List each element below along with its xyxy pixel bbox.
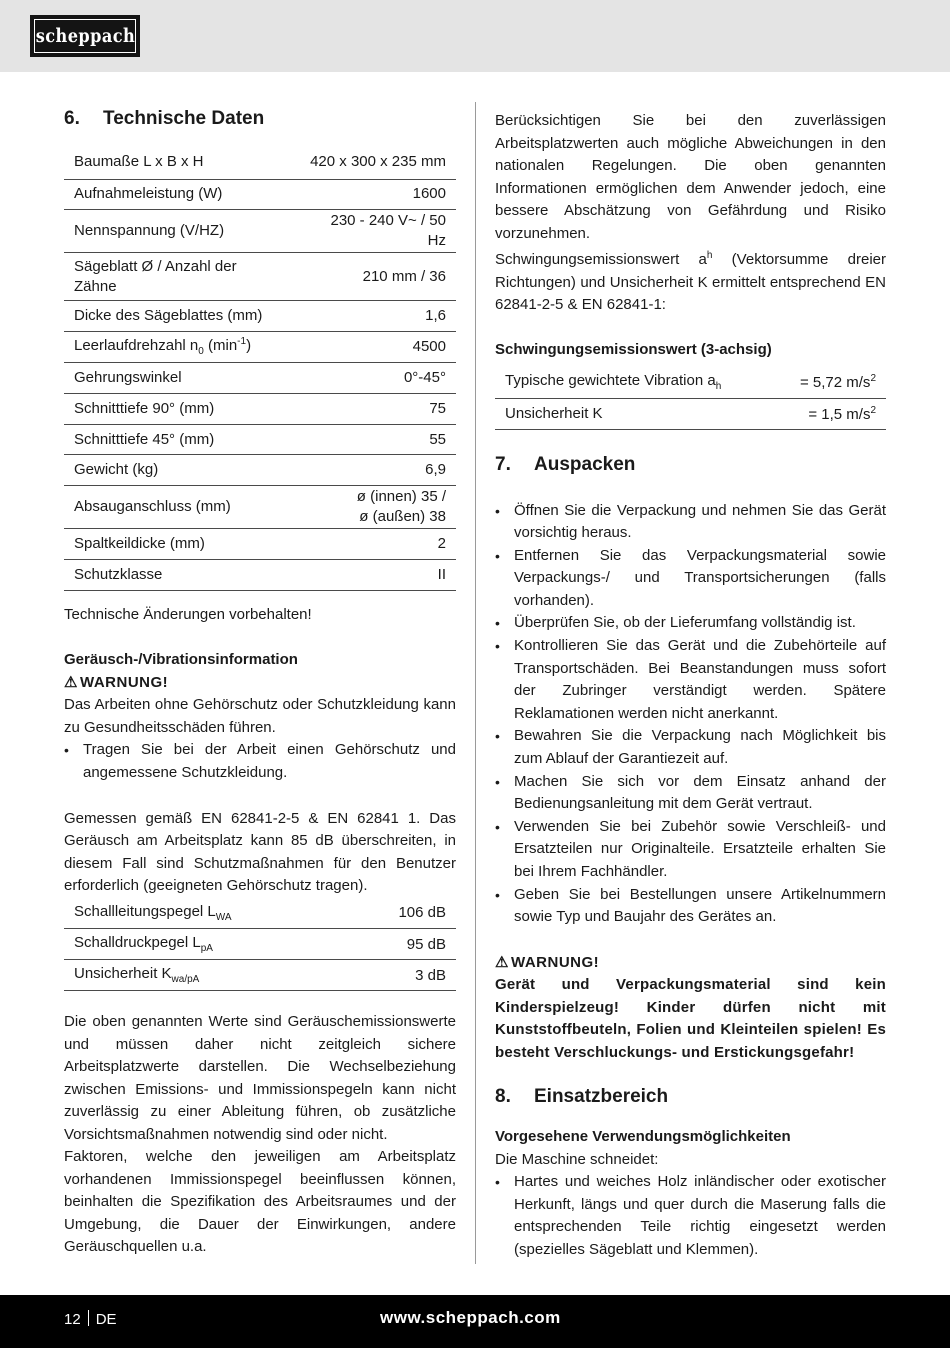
tech-changes-note: Technische Änderungen vorbehalten! <box>64 605 312 623</box>
scheppach-logo <box>30 15 140 57</box>
spec-label: Schutzklasse <box>64 560 288 591</box>
table-row <box>495 398 886 429</box>
spec-label-text: Leerlaufdrehzahl n <box>74 337 199 355</box>
list-item: • Geben Sie bei Bestellungen unsere Artikelnummern sowie Typ und Baujahr des Gerätes an. <box>495 884 886 929</box>
spec-value: 210 mm / 36 <box>288 253 456 301</box>
spec-value: 1,6 <box>288 301 456 332</box>
spec-label: Aufnahmeleistung (W) <box>64 179 288 210</box>
warning-title <box>495 952 886 975</box>
table-row <box>64 393 456 424</box>
usage-list <box>495 1171 886 1261</box>
page-separator <box>88 1310 89 1326</box>
spec-label: Baumaße L x B x H <box>64 145 288 179</box>
warning-title <box>64 672 456 695</box>
right-column <box>495 110 886 1262</box>
superscript: 2 <box>870 373 876 385</box>
subscript: 0 <box>198 346 204 358</box>
noise-label <box>64 898 348 929</box>
spec-value: 4500 <box>288 332 456 363</box>
left-column <box>64 104 456 1259</box>
table-row <box>64 560 456 591</box>
section-title: Technische Daten <box>103 108 265 129</box>
spec-label-text: ) <box>246 337 252 355</box>
list-item: • Hartes und weiches Holz inländischer oder exotischer Herkunft, längs und quer durch die Maserung falls die entsprechenden Teile richtig eingesetzt werden (spezielles Sägeblatt und Klemmen). <box>495 1171 886 1261</box>
subscript: h <box>715 381 722 393</box>
noise-label-text: Schallleitungspegel L <box>74 902 216 920</box>
noise-label <box>64 960 348 991</box>
spec-value: 6,9 <box>288 455 456 486</box>
table-row <box>64 179 456 210</box>
spec-value: 0°-45° <box>288 363 456 394</box>
warning-text: Das Arbeiten ohne Gehörschutz oder Schutzkleidung kann zu Gesundheitsschäden führen. <box>64 696 456 736</box>
list-item: • Überprüfen Sie, ob der Lieferumfang vollständig ist. <box>495 612 886 635</box>
spec-label: Nennspannung (V/HZ) <box>64 210 288 253</box>
noise-label-text: Unsicherheit K <box>74 965 172 983</box>
list-item: • Bewahren Sie die Verpackung nach Möglichkeit bis zum Ablauf der Garantiezeit auf. <box>495 725 886 770</box>
vibration-table <box>495 367 886 430</box>
usage-intro: Die Maschine schneidet: <box>495 1150 659 1168</box>
section-title: Einsatzbereich <box>534 1086 669 1108</box>
table-row <box>64 363 456 394</box>
table-row <box>64 145 456 179</box>
superscript: -1 <box>237 336 247 348</box>
section-6-heading <box>64 104 456 134</box>
superscript: h <box>706 250 713 261</box>
spec-value: II <box>288 560 456 591</box>
warning-text: Gerät und Verpackungsmaterial sind kein Kinderspielzeug! Kinder dürfen nicht mit Kunststoffbeuteln, Folien und Kleinteilen spielen! Es besteht Verschluckungs- und Erstickungsgefahr! <box>495 976 886 1061</box>
noise-value: 106 dB <box>348 898 456 929</box>
spec-value-line: Hz <box>427 232 446 250</box>
warning-list <box>64 739 456 784</box>
table-row <box>64 210 456 253</box>
footer-bar <box>0 1295 950 1348</box>
table-row <box>64 424 456 455</box>
table-row <box>64 301 456 332</box>
vib-value <box>773 367 886 398</box>
vib-label <box>495 367 773 398</box>
table-row <box>64 960 456 991</box>
vibration-text-part: Schwingungsemissionswert a <box>495 251 707 268</box>
vibration-heading: Schwingungsemissionswert (3-achsig) <box>495 340 772 358</box>
spec-label-text: (min <box>203 337 238 355</box>
spec-label: Absauganschluss (mm) <box>64 486 288 529</box>
spec-value <box>288 486 456 529</box>
vib-label: Unsicherheit K <box>495 398 773 429</box>
spec-label <box>64 253 288 301</box>
warning-label: WARNUNG! <box>511 953 600 971</box>
unpack-list <box>495 500 886 929</box>
spec-label: Schnitttiefe 45° (mm) <box>64 424 288 455</box>
language-code: DE <box>95 1311 117 1328</box>
column-divider <box>475 102 476 1264</box>
spec-label-line: Sägeblatt Ø / Anzahl der <box>74 257 237 275</box>
page-number: 12 <box>64 1311 81 1328</box>
noise-heading: Geräusch-/Vibrationsinformation <box>64 651 298 669</box>
logo-text: scheppach <box>35 25 135 47</box>
list-item: • Tragen Sie bei der Arbeit einen Gehörschutz und angemessene Schutzkleidung. <box>64 739 456 784</box>
spec-label: Gewicht (kg) <box>64 455 288 486</box>
vib-value <box>773 398 886 429</box>
subscript: wa/pA <box>171 974 200 986</box>
usage-heading: Vorgesehene Verwendungsmöglichkeiten <box>495 1128 791 1146</box>
tech-spec-table <box>64 145 456 591</box>
section-number: 8. <box>495 1086 511 1108</box>
warning-label: WARNUNG! <box>80 673 169 691</box>
table-row <box>64 253 456 301</box>
table-row <box>64 486 456 529</box>
spec-value: 75 <box>288 393 456 424</box>
vib-label-text: Typische gewichtete Vibration a <box>505 372 716 390</box>
warning-triangle-icon: ⚠ <box>64 673 78 691</box>
noise-value: 95 dB <box>348 929 456 960</box>
spec-label: Spaltkeildicke (mm) <box>64 529 288 560</box>
warning-triangle-icon: ⚠ <box>495 953 509 971</box>
subscript: pA <box>200 943 213 955</box>
section-number: 6. <box>64 108 80 129</box>
list-item: • Kontrollieren Sie das Gerät und die Zubehörteile auf Transportschäden. Bei Beanstandungen muss sofort der Zubringer verständigt werden. Spätere Reklamationen werden nicht anerkannt. <box>495 635 886 725</box>
spec-value: 2 <box>288 529 456 560</box>
website-link[interactable]: www.scheppach.com <box>380 1308 561 1327</box>
spec-label-line: Zähne <box>74 277 117 295</box>
page-indicator <box>64 1310 117 1328</box>
spec-value: 1600 <box>288 179 456 210</box>
list-item: • Machen Sie sich vor dem Einsatz anhand der Bedienungsanleitung mit dem Gerät vertraut. <box>495 771 886 816</box>
noise-label-text: Schalldruckpegel L <box>74 934 201 952</box>
list-item: • Verwenden Sie bei Zubehör sowie Verschleiß- und Ersatzteilen nur Originalteile. Ersatzteile erhalten Sie bei Ihrem Fachhändler. <box>495 816 886 884</box>
spec-value-line: ø (innen) 35 / <box>356 488 446 506</box>
emission-text: Faktoren, welche den jeweiligen am Arbeitsplatz vorhandenen Immissionspegel beeinflussen können, beinhalten die Spezifikation des Arbeitsraumes und der Umgebung, die Dauer der Einwirkungen, andere Geräuschquellen u.a. <box>64 1148 456 1256</box>
noise-table <box>64 898 456 992</box>
section-7-heading <box>495 450 886 480</box>
table-row <box>64 898 456 929</box>
table-row <box>64 529 456 560</box>
emission-text: Die oben genannten Werte sind Geräuschemissionswerte und müssen daher nicht zeitgleich sichere Arbeitsplatzwerte darstellen. Die Wechselbeziehung zwischen Emissions- und Immissionspegeln kann nicht zuverlässig zu einer Ableitung führen, ob zusätzliche Vorsichtsmaßnahmen notwendig sind oder nicht. <box>64 1013 456 1143</box>
superscript: 2 <box>870 404 876 416</box>
section-title: Auspacken <box>534 453 636 475</box>
spec-value <box>288 210 456 253</box>
table-row <box>495 367 886 398</box>
vib-value-text: = 1,5 m/s <box>808 405 871 423</box>
vibration-text-part: (Vektorsumme dreier Richtungen) und Unsicherheit K ermittelt entsprechend EN 62841-2-5 & EN 62841-1: <box>495 251 886 313</box>
spec-label <box>64 332 288 363</box>
section-number: 7. <box>495 453 511 475</box>
spec-value: 420 x 300 x 235 mm <box>288 145 456 179</box>
intro-text: Berücksichtigen Sie bei den zuverlässigen Arbeitsplatzwerten auch mögliche Abweichungen in den nationalen Regelungen. Die oben genannten Informationen ermöglichen dem Anwender jedoch, eine bessere Abschätzung von Gefährdung und Risiko vorzunehmen. <box>495 112 886 242</box>
spec-label: Dicke des Sägeblattes (mm) <box>64 301 288 332</box>
spec-label: Schnitttiefe 90° (mm) <box>64 393 288 424</box>
table-row <box>64 455 456 486</box>
subscript: WA <box>215 911 232 923</box>
noise-value: 3 dB <box>348 960 456 991</box>
spec-label: Gehrungswinkel <box>64 363 288 394</box>
list-item: • Entfernen Sie das Verpackungsmaterial sowie Verpackungs-/ und Transportsicherungen (falls vorhanden). <box>495 545 886 613</box>
noise-label <box>64 929 348 960</box>
vibration-text <box>495 245 886 317</box>
header-bar <box>0 0 950 72</box>
measured-text: Gemessen gemäß EN 62841-2-5 & EN 62841 1. Das Geräusch am Arbeitsplatz kann 85 dB überschreiten, in diesem Fall sind Schutzmaßnahmen für den Benutzer erforderlich (geeigneten Gehörschutz tragen). <box>64 809 456 895</box>
table-row <box>64 332 456 363</box>
list-item: • Öffnen Sie die Verpackung und nehmen Sie das Gerät vorsichtig heraus. <box>495 500 886 545</box>
vib-value-text: = 5,72 m/s <box>799 374 871 392</box>
logo-frame <box>34 19 136 53</box>
spec-value-line: 230 - 240 V~ / 50 <box>330 212 446 230</box>
spec-value-line: ø (außen) 38 <box>359 508 446 526</box>
section-8-heading <box>495 1082 886 1112</box>
spec-value: 55 <box>288 424 456 455</box>
table-row <box>64 929 456 960</box>
